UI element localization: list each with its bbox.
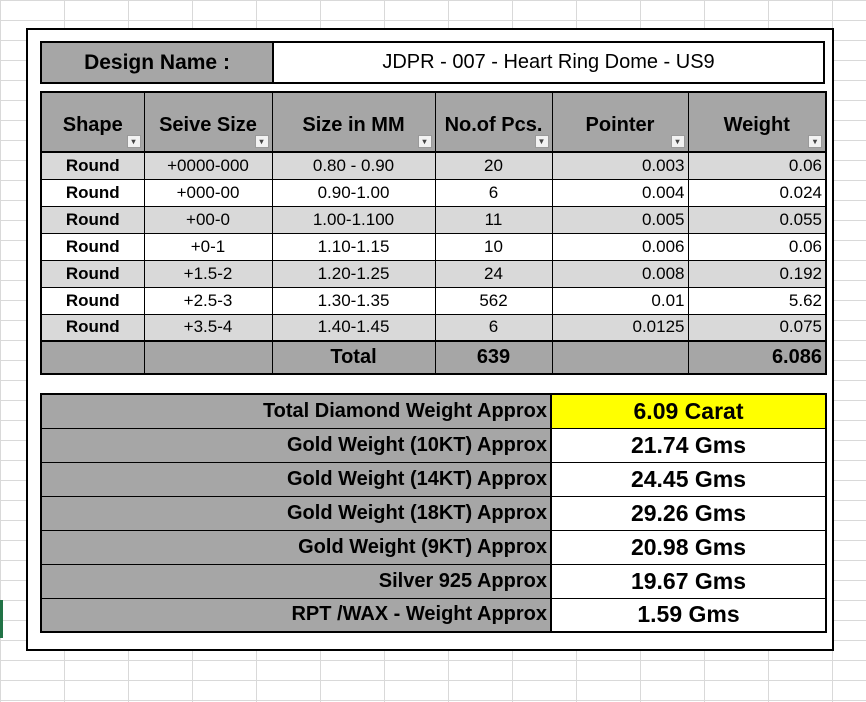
column-header-shape[interactable] bbox=[41, 92, 144, 152]
cell-seive-size[interactable]: +0000-000 bbox=[144, 152, 272, 179]
cell-pcs[interactable]: 20 bbox=[435, 152, 552, 179]
cell-size-mm[interactable]: 1.20-1.25 bbox=[272, 260, 435, 287]
cell-seive-size[interactable]: +00-0 bbox=[144, 206, 272, 233]
column-header-label: Seive Size bbox=[159, 113, 257, 136]
filter-dropdown-icon[interactable]: ▾ bbox=[808, 135, 822, 148]
cell-pcs[interactable]: 10 bbox=[435, 233, 552, 260]
cell-pcs[interactable]: 6 bbox=[435, 179, 552, 206]
column-header-seive-size[interactable] bbox=[144, 92, 272, 152]
summary-label[interactable]: Gold Weight (10KT) Approx bbox=[41, 428, 551, 462]
total-weight[interactable]: 6.086 bbox=[688, 341, 826, 374]
cell-size-mm[interactable]: 1.10-1.15 bbox=[272, 233, 435, 260]
cell-pointer[interactable]: 0.008 bbox=[552, 260, 688, 287]
column-header-label: Weight bbox=[723, 113, 790, 136]
total-row bbox=[41, 341, 826, 374]
cell-pcs[interactable]: 562 bbox=[435, 287, 552, 314]
summary-value[interactable]: 24.45 Gms bbox=[551, 462, 826, 496]
cell-size-mm[interactable]: 0.80 - 0.90 bbox=[272, 152, 435, 179]
table-row bbox=[41, 152, 826, 179]
filter-dropdown-icon[interactable]: ▾ bbox=[127, 135, 141, 148]
cell-size-mm[interactable]: 1.40-1.45 bbox=[272, 314, 435, 341]
cell-empty[interactable] bbox=[41, 341, 144, 374]
filter-dropdown-icon[interactable]: ▾ bbox=[255, 135, 269, 148]
cell-pointer[interactable]: 0.0125 bbox=[552, 314, 688, 341]
summary-row bbox=[41, 564, 826, 598]
cell-pcs[interactable]: 24 bbox=[435, 260, 552, 287]
cell-shape[interactable]: Round bbox=[41, 287, 144, 314]
design-name-row bbox=[40, 41, 825, 84]
cell-pointer[interactable]: 0.005 bbox=[552, 206, 688, 233]
cell-shape[interactable]: Round bbox=[41, 314, 144, 341]
column-header-label: Size in MM bbox=[302, 113, 405, 136]
column-header-size-mm[interactable] bbox=[272, 92, 435, 152]
cell-pcs[interactable]: 11 bbox=[435, 206, 552, 233]
design-name-value[interactable]: JDPR - 007 - Heart Ring Dome - US9 bbox=[274, 43, 823, 82]
table-row bbox=[41, 260, 826, 287]
cell-size-mm[interactable]: 0.90-1.00 bbox=[272, 179, 435, 206]
cell-pointer[interactable]: 0.01 bbox=[552, 287, 688, 314]
cell-shape[interactable]: Round bbox=[41, 260, 144, 287]
column-header-label: No.of Pcs. bbox=[444, 113, 543, 136]
summary-label[interactable]: Silver 925 Approx bbox=[41, 564, 551, 598]
cell-seive-size[interactable]: +000-00 bbox=[144, 179, 272, 206]
summary-row bbox=[41, 394, 826, 428]
cell-weight[interactable]: 0.192 bbox=[688, 260, 826, 287]
cell-size-mm[interactable]: 1.30-1.35 bbox=[272, 287, 435, 314]
cell-weight[interactable]: 0.06 bbox=[688, 233, 826, 260]
stone-details-table bbox=[40, 91, 827, 375]
total-pcs[interactable]: 639 bbox=[435, 341, 552, 374]
summary-label[interactable]: Gold Weight (18KT) Approx bbox=[41, 496, 551, 530]
cell-pcs[interactable]: 6 bbox=[435, 314, 552, 341]
table-row bbox=[41, 233, 826, 260]
cell-size-mm[interactable]: 1.00-1.100 bbox=[272, 206, 435, 233]
summary-value[interactable]: 6.09 Carat bbox=[551, 394, 826, 428]
cell-weight[interactable]: 0.024 bbox=[688, 179, 826, 206]
cell-seive-size[interactable]: +0-1 bbox=[144, 233, 272, 260]
cell-seive-size[interactable]: +3.5-4 bbox=[144, 314, 272, 341]
column-header-pointer[interactable] bbox=[552, 92, 688, 152]
table-row bbox=[41, 314, 826, 341]
summary-row bbox=[41, 428, 826, 462]
filter-active-icon[interactable]: ▼ bbox=[535, 135, 549, 148]
cell-seive-size[interactable]: +1.5-2 bbox=[144, 260, 272, 287]
cell-pointer[interactable]: 0.006 bbox=[552, 233, 688, 260]
cell-empty[interactable] bbox=[144, 341, 272, 374]
summary-value[interactable]: 20.98 Gms bbox=[551, 530, 826, 564]
summary-row bbox=[41, 496, 826, 530]
cell-weight[interactable]: 0.075 bbox=[688, 314, 826, 341]
column-header-pcs[interactable] bbox=[435, 92, 552, 152]
table-row bbox=[41, 206, 826, 233]
cell-shape[interactable]: Round bbox=[41, 206, 144, 233]
table-row bbox=[41, 179, 826, 206]
summary-value[interactable]: 1.59 Gms bbox=[551, 598, 826, 632]
summary-label[interactable]: Gold Weight (14KT) Approx bbox=[41, 462, 551, 496]
cell-shape[interactable]: Round bbox=[41, 233, 144, 260]
sheet-selection-marker bbox=[0, 600, 3, 638]
column-header-label: Shape bbox=[62, 113, 123, 136]
summary-value[interactable]: 19.67 Gms bbox=[551, 564, 826, 598]
summary-label[interactable]: RPT /WAX - Weight Approx bbox=[41, 598, 551, 632]
cell-pointer[interactable]: 0.004 bbox=[552, 179, 688, 206]
summary-value[interactable]: 21.74 Gms bbox=[551, 428, 826, 462]
summary-row bbox=[41, 598, 826, 632]
cell-empty[interactable] bbox=[552, 341, 688, 374]
design-name-label: Design Name : bbox=[42, 43, 274, 82]
filter-dropdown-icon[interactable]: ▾ bbox=[671, 135, 685, 148]
cell-weight[interactable]: 5.62 bbox=[688, 287, 826, 314]
summary-value[interactable]: 29.26 Gms bbox=[551, 496, 826, 530]
column-header-weight[interactable] bbox=[688, 92, 826, 152]
summary-label[interactable]: Total Diamond Weight Approx bbox=[41, 394, 551, 428]
cell-weight[interactable]: 0.055 bbox=[688, 206, 826, 233]
cell-shape[interactable]: Round bbox=[41, 179, 144, 206]
column-header-label: Pointer bbox=[585, 113, 655, 136]
summary-row bbox=[41, 462, 826, 496]
total-label[interactable]: Total bbox=[272, 341, 435, 374]
table-header-row bbox=[41, 92, 826, 152]
summary-row bbox=[41, 530, 826, 564]
filter-dropdown-icon[interactable]: ▾ bbox=[418, 135, 432, 148]
table-row bbox=[41, 287, 826, 314]
cell-pointer[interactable]: 0.003 bbox=[552, 152, 688, 179]
weight-summary-table bbox=[40, 393, 827, 633]
cell-weight[interactable]: 0.06 bbox=[688, 152, 826, 179]
summary-label[interactable]: Gold Weight (9KT) Approx bbox=[41, 530, 551, 564]
cell-shape[interactable]: Round bbox=[41, 152, 144, 179]
cell-seive-size[interactable]: +2.5-3 bbox=[144, 287, 272, 314]
